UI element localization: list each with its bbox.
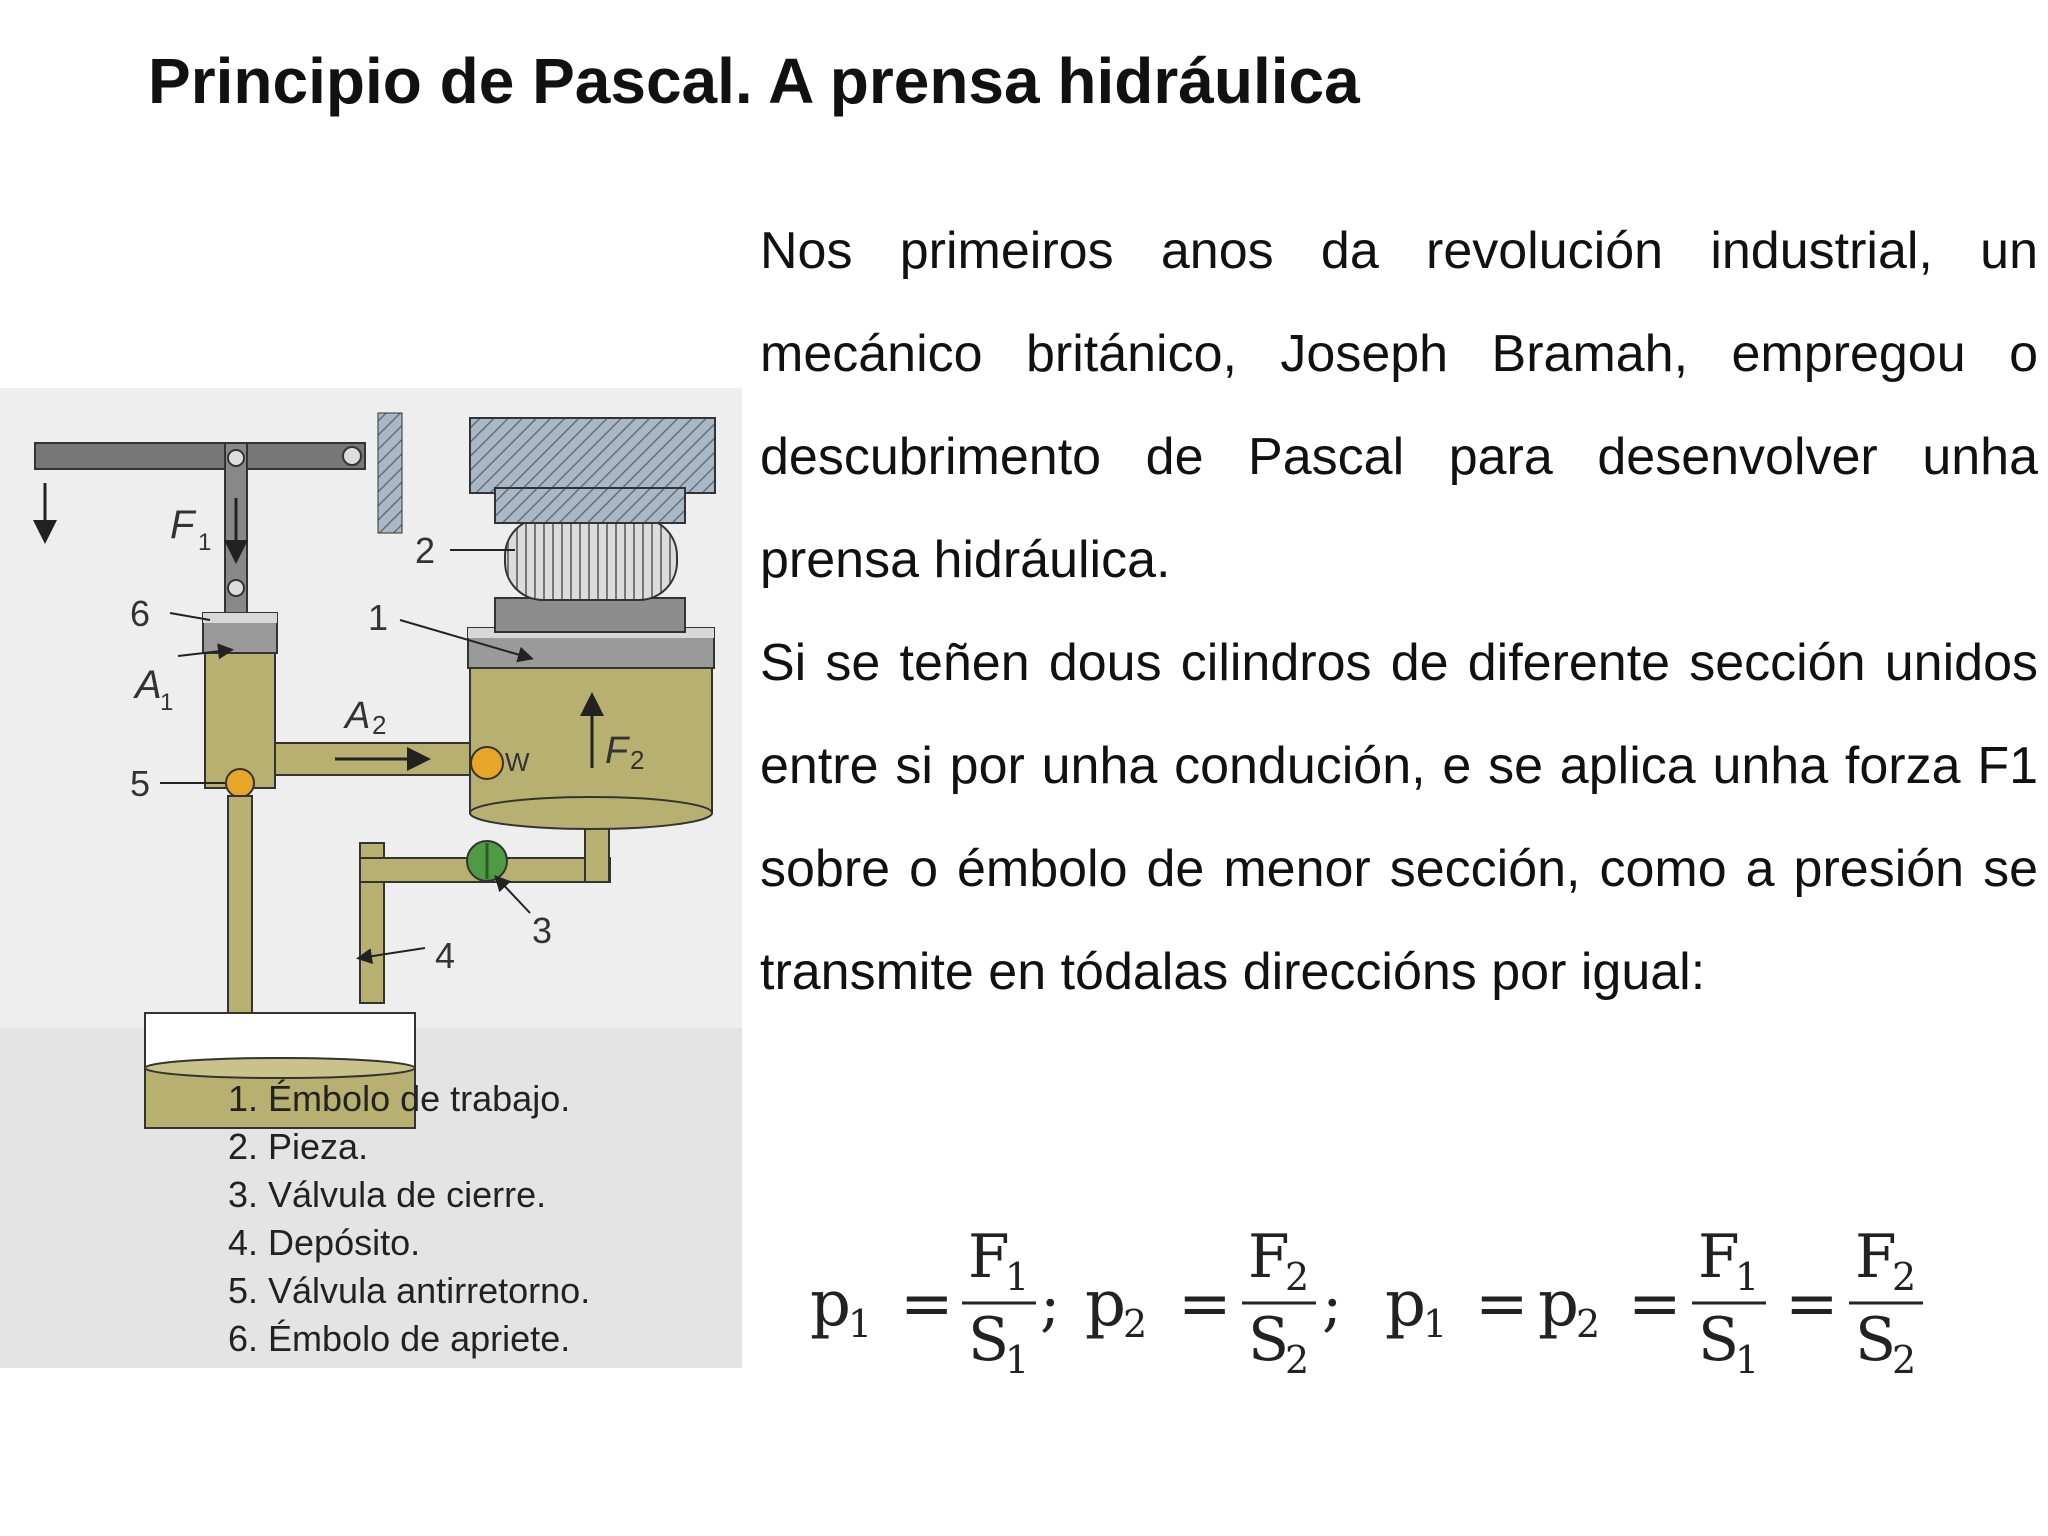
formula-f1-num: F: [968, 1222, 1010, 1292]
formula-p2: p: [1085, 1267, 1126, 1341]
label-4: 4: [435, 935, 456, 976]
label-a2: A: [345, 695, 371, 737]
formula-p1: p: [810, 1267, 851, 1341]
lever-bar: [35, 443, 365, 469]
pascal-formula: [800, 1205, 2040, 1405]
formula-f1-sub: 1: [1005, 1255, 1030, 1299]
formula-s2b-sub: 2: [1892, 1338, 1917, 1382]
formula-p2b: p: [1538, 1267, 1579, 1341]
body-text: [760, 200, 2038, 1024]
check-valve-ball: [226, 769, 254, 797]
formula-s1b-den: S: [1698, 1305, 1740, 1375]
label-2: 2: [415, 530, 436, 571]
diagram-legend: [228, 1075, 590, 1363]
formula-f2b-num: F: [1855, 1222, 1897, 1292]
paragraph-2: Si se teñen dous cilindros de diferente sección unidos entre si por unha condución, e se aplica unha forza F1 sobre o émbolo de menor sección, como a presión se transmite en tódalas direccións por igual:: [760, 634, 2038, 1001]
legend-item: 3. Válvula de cierre.: [228, 1174, 547, 1215]
formula-p2-sub: 2: [1123, 1302, 1148, 1346]
formula-s2-den: S: [1248, 1305, 1290, 1375]
legend-item: 5. Válvula antirretorno.: [228, 1270, 591, 1311]
formula-s2-sub: 2: [1285, 1338, 1310, 1382]
label-3: 3: [532, 910, 553, 951]
label-f2: F: [605, 730, 629, 772]
formula-eq-3: =: [1475, 1267, 1529, 1341]
formula-semi-2: ;: [1322, 1270, 1343, 1340]
label-f1: F: [170, 503, 195, 547]
formula-s1-den: S: [968, 1305, 1010, 1375]
label-a1-sub: 1: [160, 689, 174, 716]
wall-support: [378, 413, 402, 533]
label-a2-sub: 2: [372, 710, 387, 740]
formula-f2-sub: 2: [1285, 1255, 1310, 1299]
output-ball: [471, 747, 503, 779]
formula-eq-1: =: [900, 1267, 954, 1341]
legend-item: 6. Émbolo de apriete.: [228, 1318, 571, 1359]
formula-s1b-sub: 1: [1735, 1338, 1760, 1382]
formula-s1-sub: 1: [1005, 1338, 1030, 1382]
page-title: Principio de Pascal. A prensa hidráulica: [148, 45, 1360, 117]
label-w: W: [505, 747, 530, 777]
workpiece: [505, 518, 677, 600]
label-f1-sub: 1: [198, 529, 212, 556]
formula-eq-5: =: [1785, 1267, 1839, 1341]
press-frame: [470, 418, 715, 493]
formula-p1-sub: 1: [848, 1302, 873, 1346]
formula-eq-2: =: [1178, 1267, 1232, 1341]
label-5: 5: [130, 763, 151, 804]
formula-p1b-sub: 1: [1423, 1302, 1448, 1346]
label-a1: A: [135, 663, 162, 707]
legend-item: 4. Depósito.: [228, 1222, 421, 1263]
formula-f2-num: F: [1248, 1222, 1290, 1292]
formula-semi-1: ;: [1040, 1270, 1061, 1340]
legend-item: 2. Pieza.: [228, 1126, 369, 1167]
legend-item: 1. Émbolo de trabajo.: [228, 1078, 571, 1119]
formula-p2b-sub: 2: [1576, 1302, 1601, 1346]
formula-s2b-den: S: [1855, 1305, 1897, 1375]
formula-f1b-num: F: [1698, 1222, 1740, 1292]
formula-f1b-sub: 1: [1735, 1255, 1760, 1299]
formula-p1b: p: [1385, 1267, 1426, 1341]
label-6: 6: [130, 593, 151, 634]
label-1: 1: [368, 597, 389, 638]
label-f2-sub: 2: [630, 745, 645, 775]
formula-eq-4: =: [1628, 1267, 1682, 1341]
formula-f2b-sub: 2: [1892, 1255, 1917, 1299]
paragraph-1: Nos primeiros anos da revolución industrial, un mecánico británico, Joseph Bramah, empregou o descubrimento de Pascal para desenvolver unha prensa hidráulica.: [760, 222, 2038, 589]
